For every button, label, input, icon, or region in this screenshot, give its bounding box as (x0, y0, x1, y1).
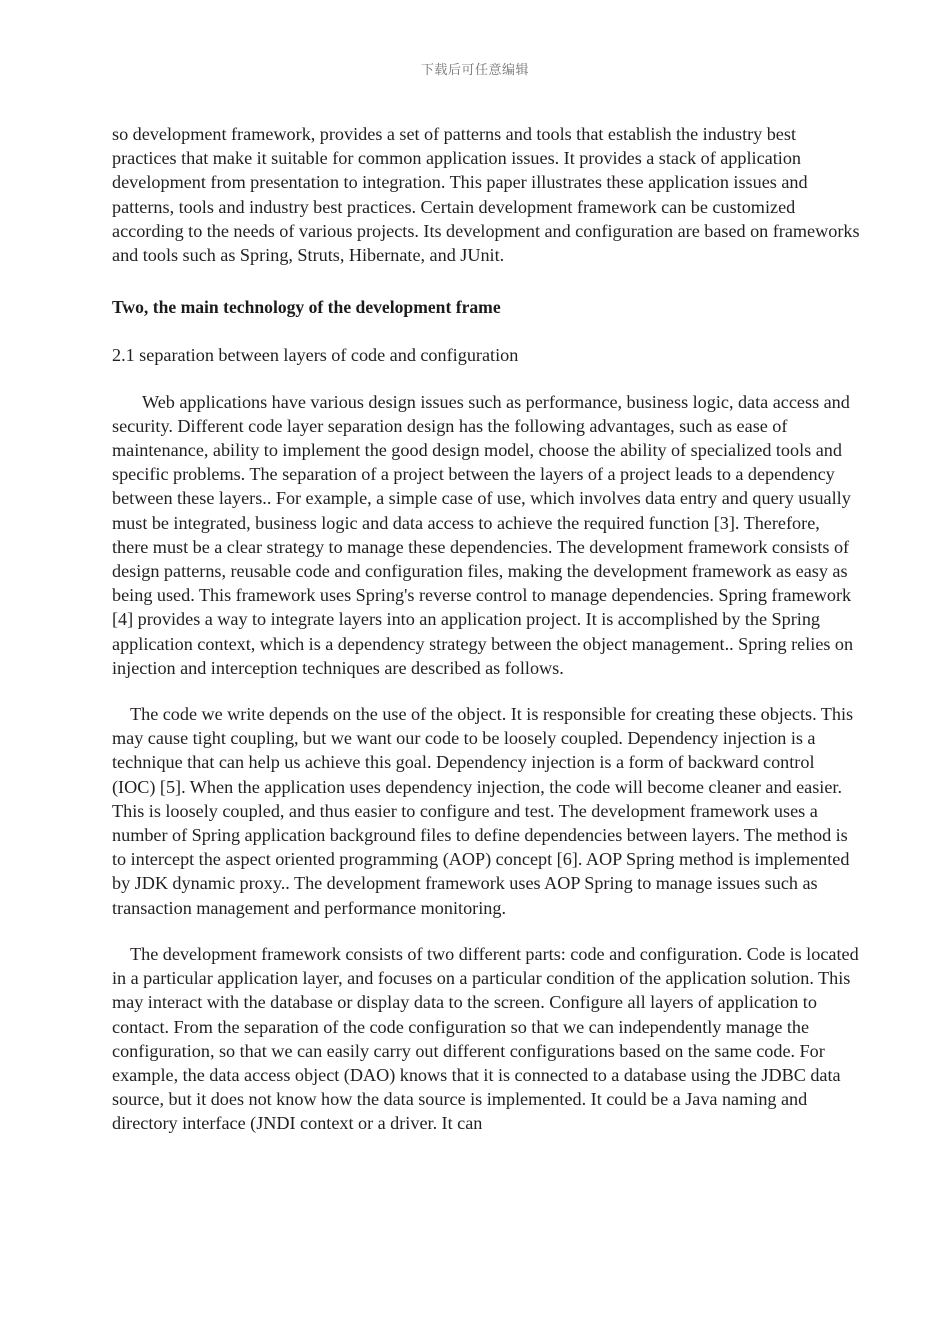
heading-main-technology: Two, the main technology of the development frame (112, 297, 501, 318)
paragraph-code-dependency-injection: The code we write depends on the use of the object. It is responsible for creating these objects. This may cause tight coupling, but we want our code to be loosely coupled. Dependency injection is a technique that can help us achieve this goal. Dependency injection is a form of backward control (IOC) [5]. When the application uses dependency injection, the code will become cleaner and easier. This is loosely coupled, and thus easier to configure and test. The development framework uses a number of Spring application background files to define dependencies between layers. The method is to intercept the aspect oriented programming (AOP) concept [6]. AOP Spring method is implemented by JDK dynamic proxy.. The development framework uses AOP Spring to manage issues such as transaction management and performance monitoring. (112, 704, 854, 918)
subheading-separation-layers: 2.1 separation between layers of code and configuration (112, 345, 519, 366)
paragraph-web-applications: Web applications have various design issues such as performance, business logic, data access and security. Different code layer separation design has the following advantages, such as ease of maintenance, ability to implement the good design model, choose the ability of specialized tools and specific problems. The separation of a project between the layers of a project leads to a dependency between these layers.. For example, a simple case of use, which involves data entry and query usually must be integrated, business logic and data access to achieve the required function [3]. Therefore, there must be a clear strategy to manage these dependencies. The development framework consists of design patterns, reusable code and configuration files, making the development framework as easy as being used. This framework uses Spring's reverse control to manage dependencies. Spring framework [4] provides a way to integrate layers into an application project. It is accomplished by the Spring application context, which is a dependency strategy between the object management.. Spring relies on injection and interception techniques are described as follows. (112, 391, 854, 678)
paragraph-intro: so development framework, provides a set of patterns and tools that establish the industry best practices that make it suitable for common application issues. It provides a stack of application development from presentation to integration. This paper illustrates these application issues and patterns, tools and industry best practices. Certain development framework can be customized according to the needs of various projects. Its development and configuration are based on frameworks and tools such as Spring, Struts, Hibernate, and JUnit. (112, 124, 860, 266)
page-header-watermark: 下载后可任意编辑 (420, 63, 529, 78)
document-body (112, 122, 860, 1136)
paragraph-code-and-configuration: The development framework consists of two different parts: code and configuration. Code is located in a particular application layer, and focuses on a particular condition of the application solution. This may interact with the database or display data to the screen. Configure all layers of application to contact. From the separation of the code configuration so that we can independently manage the configuration, so that we can easily carry out different configurations based on the same code. For example, the data access object (DAO) knows that it is connected to a database using the JDBC data source, but it does not know how the data source is implemented. It could be a Java naming and directory interface (JNDI context or a driver. It can (112, 943, 859, 1134)
